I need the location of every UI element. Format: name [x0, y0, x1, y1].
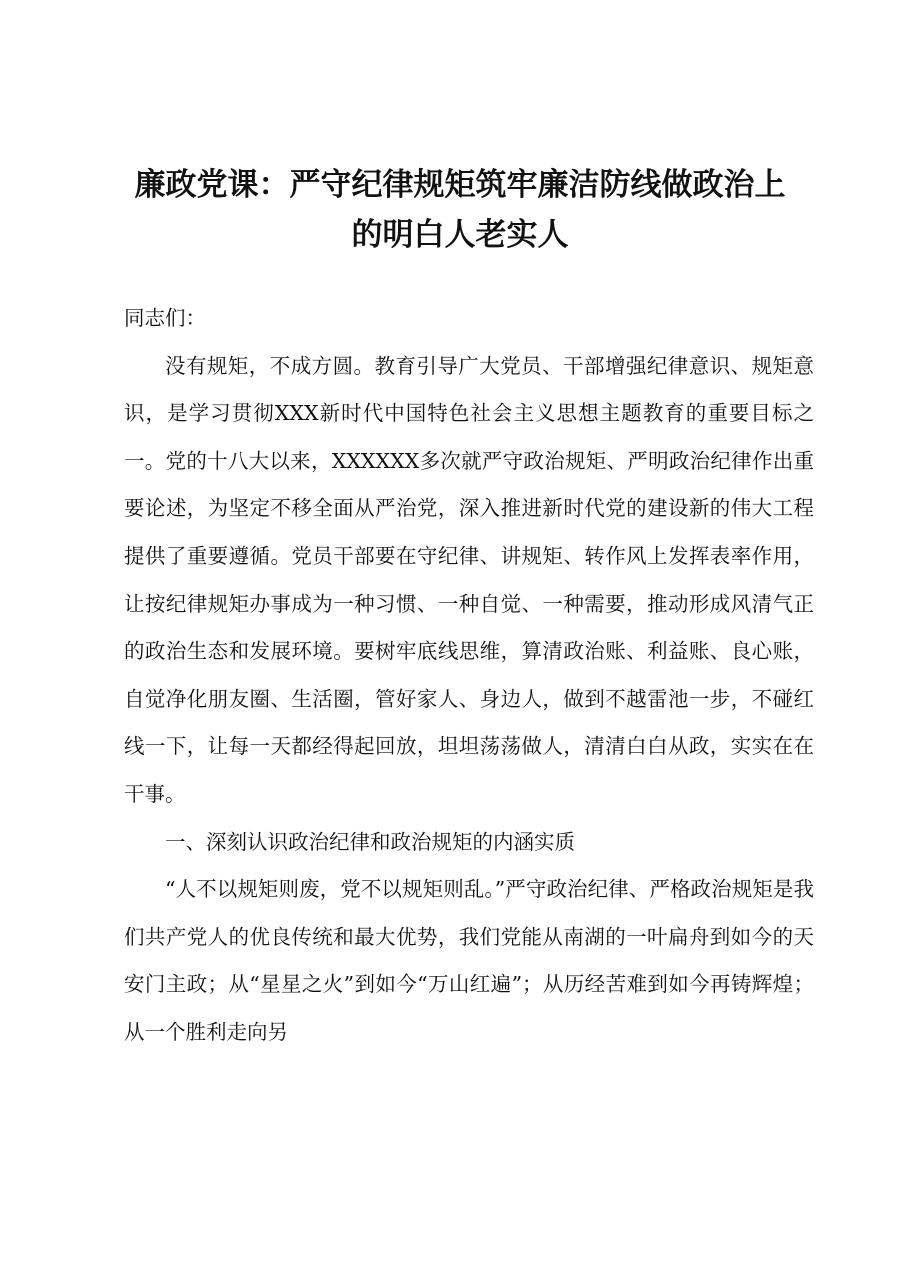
- paragraph-intro: 没有规矩，不成方圆。教育引导广大党员、干部增强纪律意识、规矩意识，是学习贯彻XXX新时代中国特色社会主义思想主题教育的重要目标之一。党的十八大以来，XXXXXX多次就严守政治规矩、严明政治纪律作出重要论述，为坚定不移全面从严治党，深入推进新时代党的建设新的伟大工程提供了重要遵循。党员干部要在守纪律、讲规矩、转作风上发挥表率作用，让按纪律规矩办事成为一种习惯、一种自觉、一种需要，推动形成风清气正的政治生态和发展环境。要树牢底线思维，算清政治账、利益账、良心账，自觉净化朋友圈、生活圈，管好家人、身边人，做到不越雷池一步，不碰红线一下，让每一天都经得起回放，坦坦荡荡做人，清清白白从政，实实在在干事。: [124, 353, 814, 806]
- document-title: [110, 160, 810, 260]
- title-line-2: 的明白人老实人: [351, 217, 569, 253]
- paragraph-section-1: “人不以规矩则废，党不以规矩则乱。”严守政治纪律、严格政治规矩是我们共产党人的优良传统和最大优势，我们党能从南湖的一叶扁舟到如今的天安门主政；从“星星之火”到如今“万山红遍”；从历经苦难到如今再铸辉煌；从一个胜利走向另: [124, 877, 814, 1044]
- title-line-1: 廉政党课：严守纪律规矩筑牢廉洁防线做政治上: [134, 167, 786, 203]
- section-heading-1: 一、深刻认识政治纪律和政治规矩的内涵实质: [165, 829, 575, 854]
- document-body: [124, 295, 814, 1057]
- salutation: 同志们：: [124, 306, 206, 330]
